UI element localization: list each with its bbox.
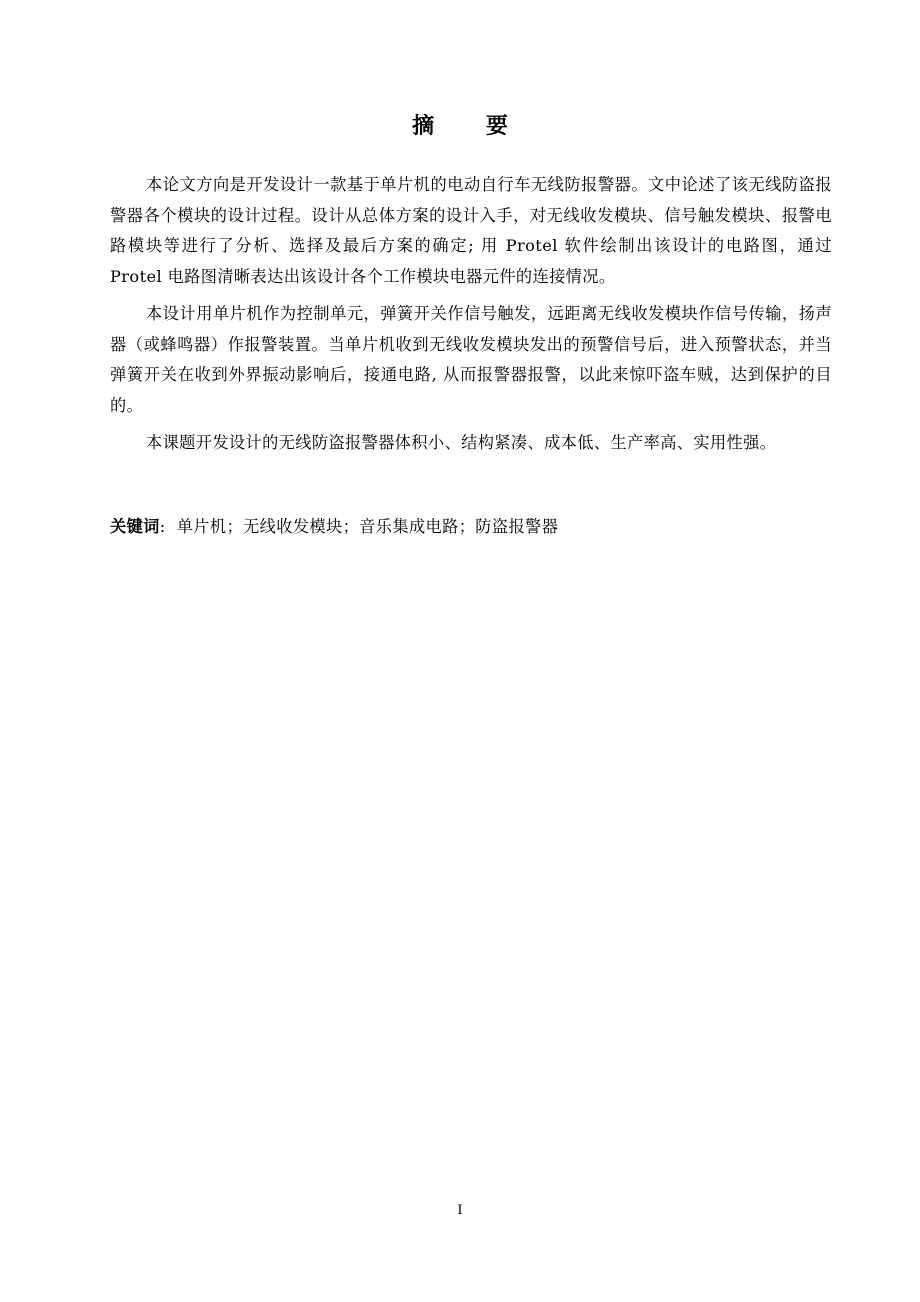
abstract-paragraph-2: 本设计用单片机作为控制单元，弹簧开关作信号触发，远距离无线收发模块作信号传输，扬声器（或蜂鸣器）作报警装置。当单片机收到无线收发模块发出的预警信号后，进入预警状态，并当弹簧开关在收到外界振动影响后，接通电路, 从而报警器报警，以此来惊吓盗车贼，达到保护的目的。 <box>110 304 832 415</box>
keywords-list: 单片机；无线收发模块；音乐集成电路；防盗报警器 <box>176 517 559 536</box>
keywords-separator: : <box>159 517 166 536</box>
abstract-paragraph-3: 本课题开发设计的无线防盗报警器体积小、结构紧凑、成本低、生产率高、实用性强。 <box>146 433 777 452</box>
abstract-title: 摘 要 <box>412 114 530 139</box>
page-number: I <box>457 1203 463 1218</box>
keywords-label: 关键词 <box>110 517 160 536</box>
abstract-paragraph-1: 本论文方向是开发设计一款基于单片机的电动自行车无线防报警器。文中论述了该无线防盗报警器各个模块的设计过程。设计从总体方案的设计入手，对无线收发模块、信号触发模块、报警电路模块等进行了分析、选择及最后方案的确定; 用 Protel 软件绘制出该设计的电路图，通过 Protel 电路图清晰表达出该设计各个工作模块电器元件的连接情况。 <box>110 175 832 286</box>
abstract-body <box>110 170 832 466</box>
keywords-line <box>110 512 832 542</box>
